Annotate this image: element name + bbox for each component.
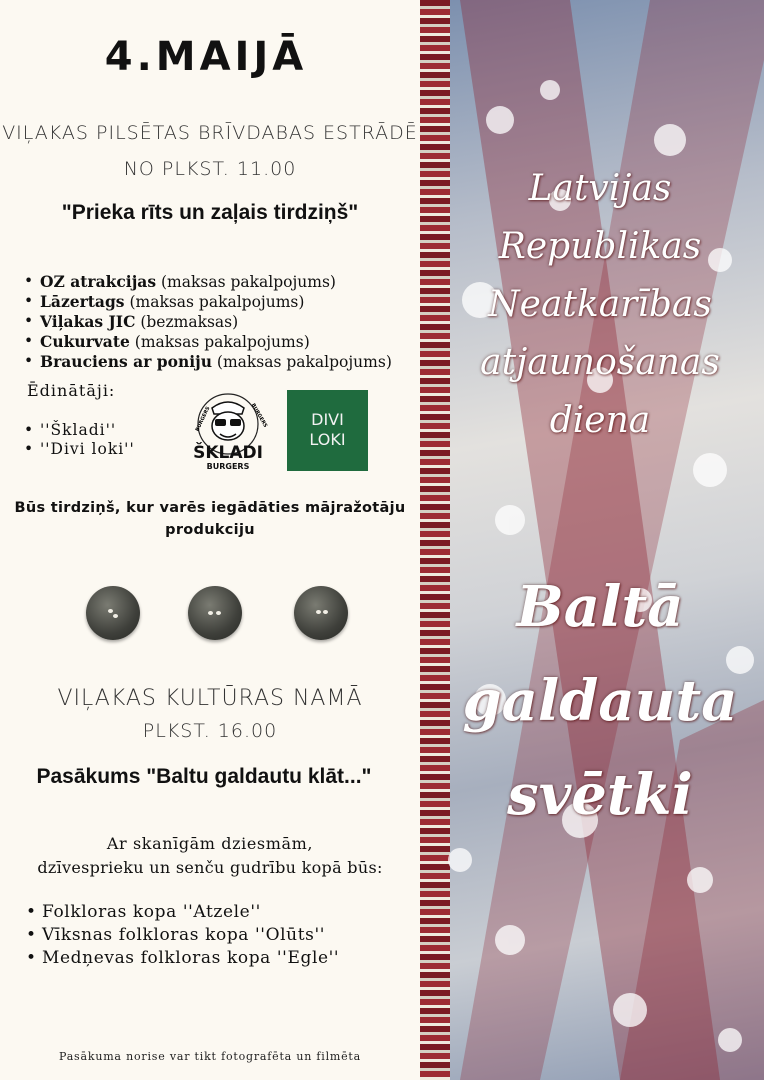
- skladi-burgers-logo: [190, 388, 269, 472]
- celebration-title-line: galdauta: [462, 668, 738, 734]
- celebration-title: [450, 560, 750, 842]
- list-item: • Viļakas JIC (bezmaksas): [22, 312, 392, 332]
- market-note: Būs tirdziņš, kur varēs iegādāties mājražotāju produkciju: [14, 500, 406, 538]
- activities-list: [22, 272, 392, 372]
- list-item: • Medņevas folkloras kopa ''Egle'': [24, 947, 339, 970]
- list-item: • ''Škladi'': [22, 421, 135, 440]
- performers-intro-line2: dzīvesprieku un senču gudrību kopā būs:: [37, 858, 383, 877]
- decorative-button-icon: [294, 586, 348, 640]
- holiday-title: [450, 160, 750, 450]
- venue-open-air-stage: VIĻAKAS PILSĒTAS BRĪVDABAS ESTRĀDĒ: [2, 122, 418, 144]
- list-item: • Cukurvate (maksas pakalpojums): [22, 332, 392, 352]
- list-item: • ''Divi loki'': [22, 440, 135, 459]
- logo-ring-text-left: BURGERS: [194, 405, 212, 433]
- holiday-title-line: diena: [549, 400, 651, 441]
- list-item: • OZ atrakcijas (maksas pakalpojums): [22, 272, 392, 292]
- logo-burgers-text: BURGERS: [206, 462, 250, 471]
- holiday-title-line: Neatkarības: [488, 284, 712, 325]
- logo-loki-text: LOKI: [309, 430, 346, 449]
- list-item: • Folkloras kopa ''Atzele'': [24, 901, 339, 924]
- photo-disclaimer: Pasākuma norise var tikt fotografēta un filmēta: [58, 1050, 362, 1063]
- event-date: 4.MAIJĀ: [104, 34, 308, 80]
- list-item: • Lāzertags (maksas pakalpojums): [22, 292, 392, 312]
- performers-list: [24, 901, 339, 970]
- list-item: • Brauciens ar poniju (maksas pakalpojums): [22, 352, 392, 372]
- holiday-title-line: Latvijas: [528, 168, 672, 209]
- logo-divi-text: DIVI: [311, 410, 344, 429]
- start-time-evening: PLKST. 16.00: [142, 720, 278, 742]
- holiday-title-line: atjaunošanas: [480, 342, 720, 383]
- logo-skladi-text: ŠKLADI: [193, 443, 263, 463]
- logo-ring-text-right: BURGERS: [249, 402, 269, 429]
- decorative-button-icon: [188, 586, 242, 640]
- divi-loki-logo: [287, 390, 368, 471]
- list-item: • Vīksnas folkloras kopa ''Olūts'': [24, 924, 339, 947]
- decorative-button-icon: [86, 586, 140, 640]
- caterers-label: Ēdinātāji:: [27, 381, 116, 400]
- celebration-title-line: Baltā: [516, 574, 684, 640]
- holiday-title-line: Republikas: [498, 226, 702, 267]
- evening-event-title: Pasākums "Baltu galdautu klāt...": [36, 765, 372, 788]
- celebration-title-line: svētki: [507, 762, 693, 828]
- morning-event-title: "Prieka rīts un zaļais tirdziņš": [61, 201, 359, 224]
- start-time-morning: NO PLKST. 11.00: [123, 158, 297, 180]
- performers-intro-line1: Ar skanīgām dziesmām,: [106, 834, 314, 853]
- venue-culture-house: VIĻAKAS KULTŪRAS NAMĀ: [57, 686, 363, 711]
- caterers-list: [22, 421, 135, 459]
